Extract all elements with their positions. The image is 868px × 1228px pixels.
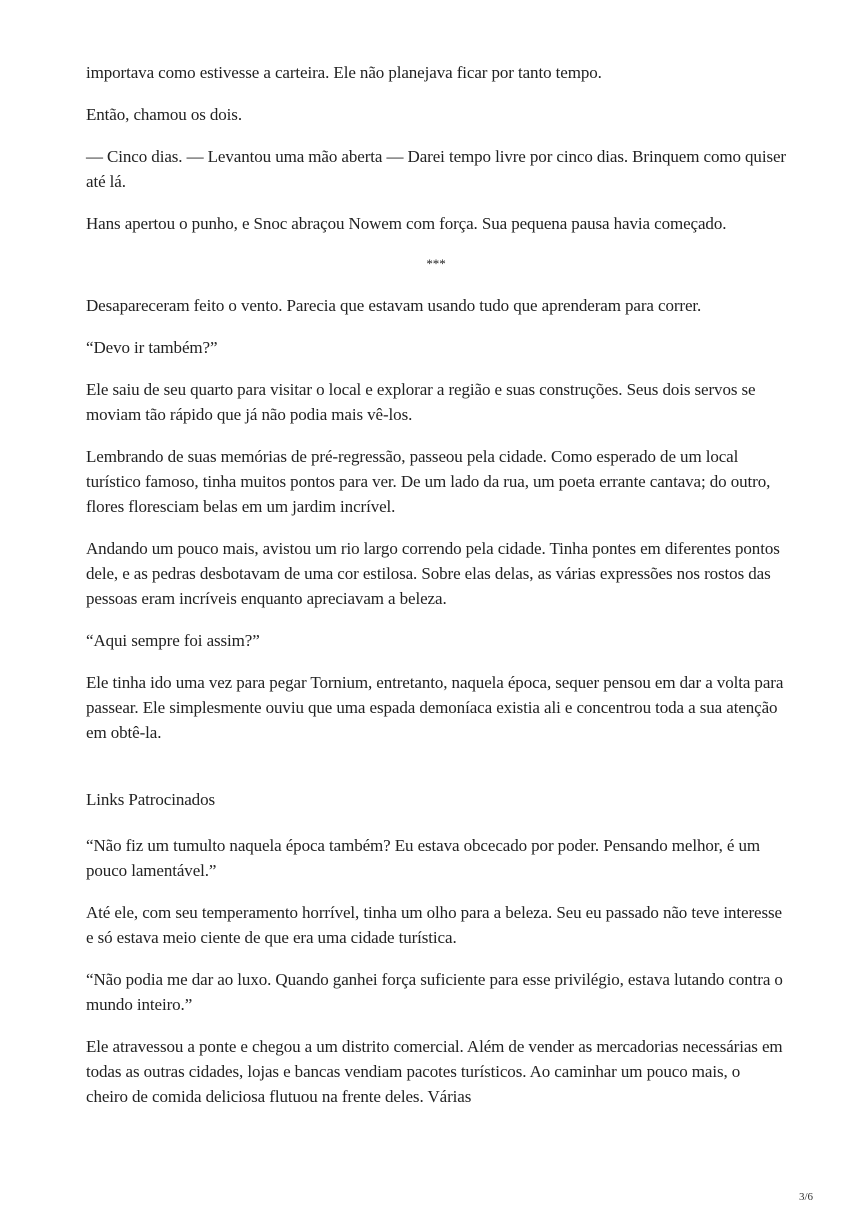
document-body <box>86 60 786 1126</box>
paragraph: importava como estivesse a carteira. Ele não planejava ficar por tanto tempo. <box>86 63 602 82</box>
paragraph: “Não podia me dar ao luxo. Quando ganhei força suficiente para esse privilégio, estava lutando contra o mundo inteiro.” <box>86 970 783 1014</box>
paragraph: Ele saiu de seu quarto para visitar o local e explorar a região e suas construções. Seus dois servos se moviam tão rápido que já não podia mais vê-los. <box>86 380 756 424</box>
paragraph: Andando um pouco mais, avistou um rio largo correndo pela cidade. Tinha pontes em diferentes pontos dele, e as pedras desbotavam de uma cor estilosa. Sobre elas delas, as várias expressões nos rostos das pessoas eram incríveis enquanto apreciavam a beleza. <box>86 539 780 608</box>
paragraph: Desapareceram feito o vento. Parecia que estavam usando tudo que aprenderam para correr. <box>86 296 702 315</box>
paragraph: “Aqui sempre foi assim?” <box>86 631 260 650</box>
paragraph: Lembrando de suas memórias de pré-regressão, passeou pela cidade. Como esperado de um local turístico famoso, tinha muitos pontos para ver. De um lado da rua, um poeta errante cantava; do outro, flores floresciam belas em um jardim incrível. <box>86 447 771 516</box>
paragraph: Ele atravessou a ponte e chegou a um distrito comercial. Além de vender as mercadorias necessárias em todas as outras cidades, lojas e bancas vendiam pacotes turísticos. Ao caminhar um pouco mais, o cheiro de comida deliciosa flutuou na frente deles. Várias <box>86 1037 783 1106</box>
paragraph: — Cinco dias. — Levantou uma mão aberta — Darei tempo livre por cinco dias. Brinquem como quiser até lá. <box>86 147 786 191</box>
paragraph: “Devo ir também?” <box>86 338 218 357</box>
paragraph: Ele tinha ido uma vez para pegar Tornium, entretanto, naquela época, sequer pensou em dar a volta para passear. Ele simplesmente ouviu que uma espada demoníaca existia ali e concentrou toda a sua atenção em obtê-la. <box>86 673 784 742</box>
paragraph: Até ele, com seu temperamento horrível, tinha um olho para a beleza. Seu eu passado não teve interesse e só estava meio ciente de que era uma cidade turística. <box>86 903 782 947</box>
paragraph: “Não fiz um tumulto naquela época também? Eu estava obcecado por poder. Pensando melhor, é um pouco lamentável.” <box>86 836 761 880</box>
section-divider: *** <box>426 256 446 271</box>
paragraph: Então, chamou os dois. <box>86 105 242 124</box>
sponsored-links-label: Links Patrocinados <box>86 790 215 809</box>
page-number: 3/6 <box>798 1191 813 1203</box>
paragraph: Hans apertou o punho, e Snoc abraçou Nowem com força. Sua pequena pausa havia começado. <box>86 214 727 233</box>
